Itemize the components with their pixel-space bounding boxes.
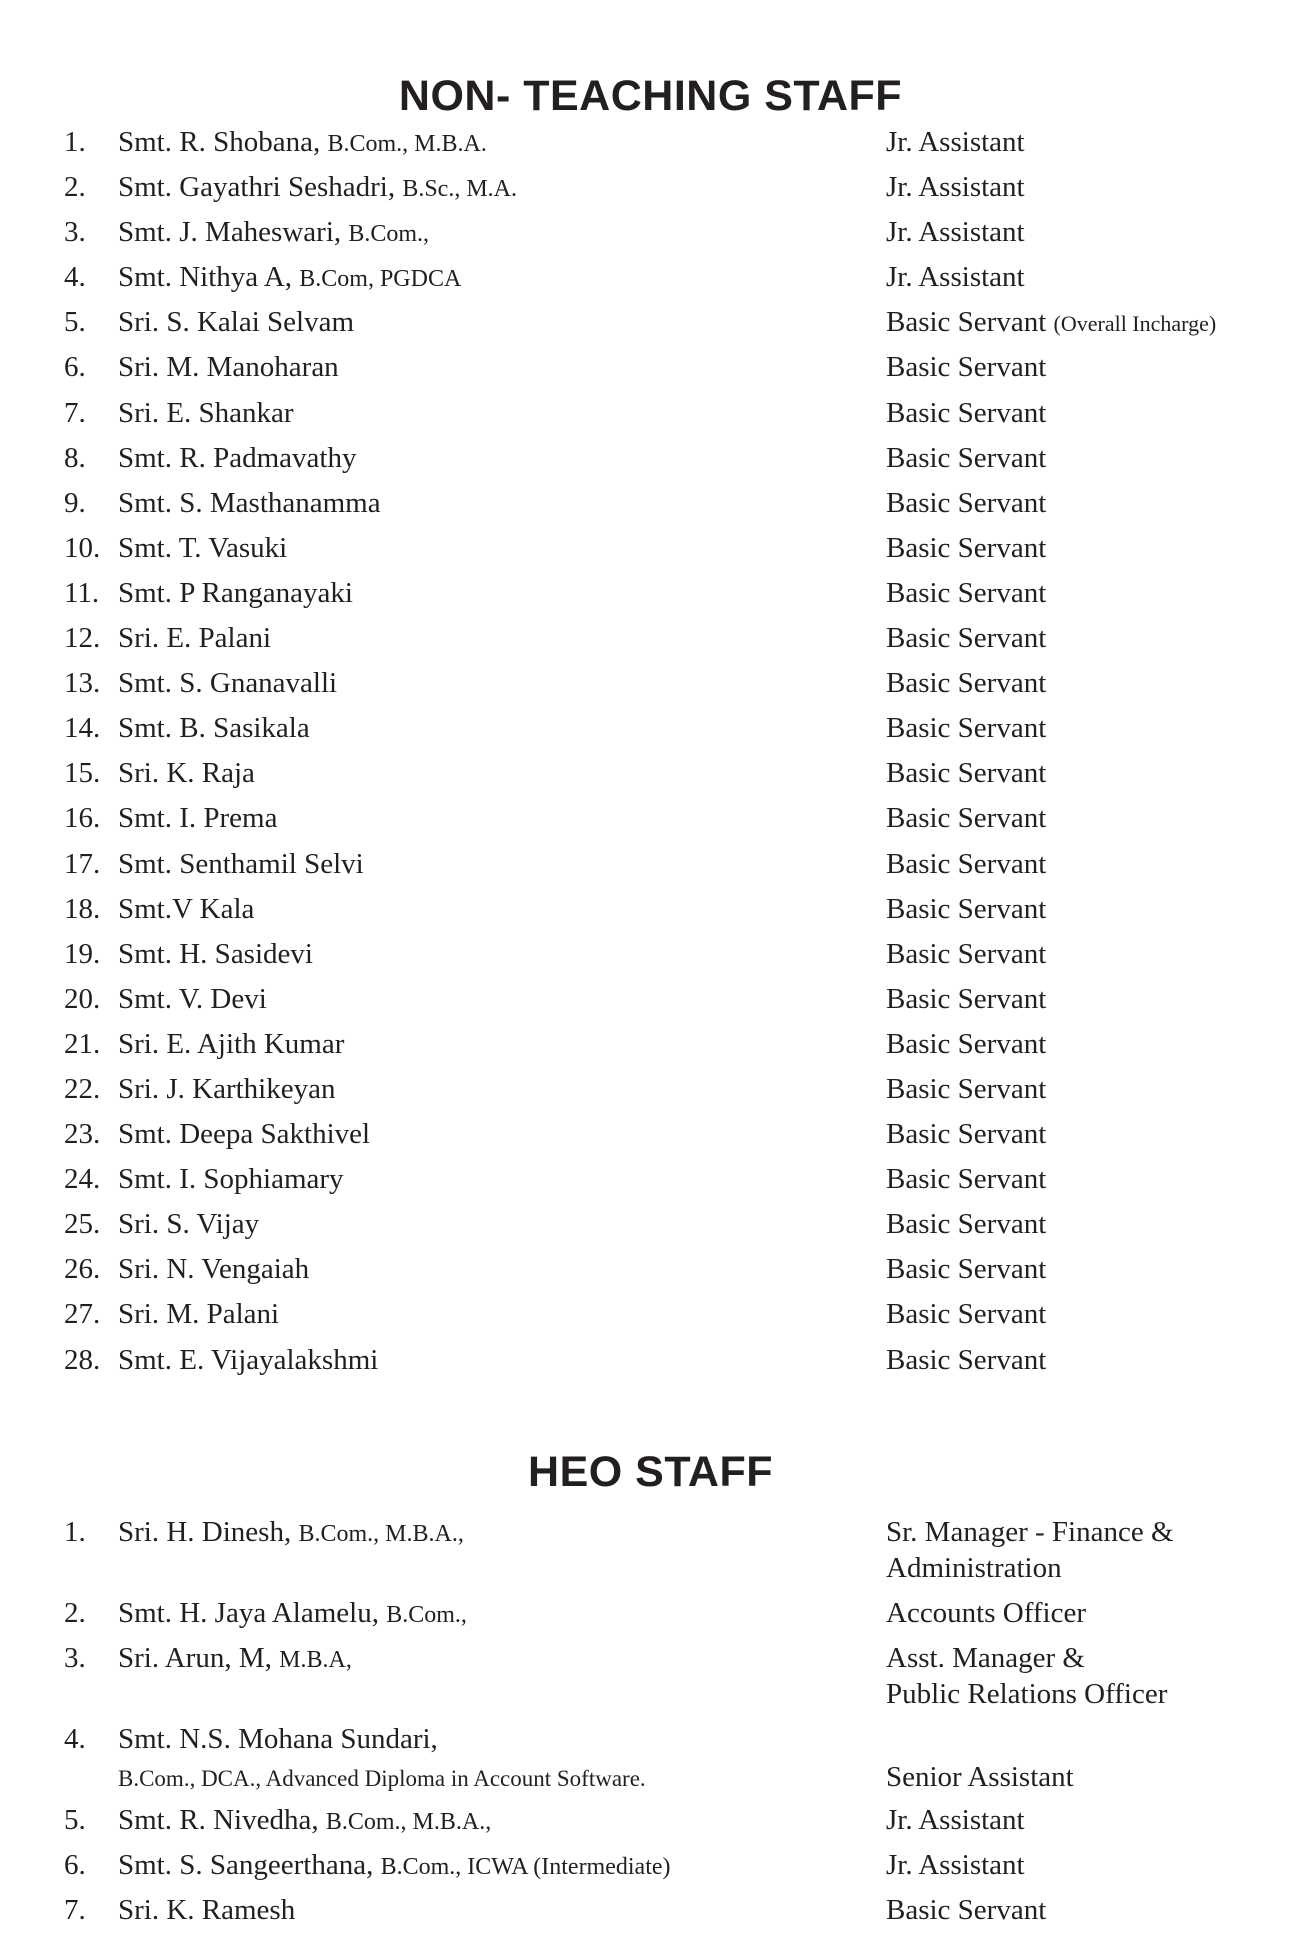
staff-row: [0, 891, 1301, 936]
staff-row: [0, 575, 1301, 620]
staff-row: [0, 530, 1301, 575]
staff-name: Sri. E. Ajith Kumar: [118, 1027, 345, 1060]
staff-designation-cell: [886, 755, 1046, 791]
staff-designation-cell: [886, 1161, 1046, 1197]
staff-row: [0, 304, 1301, 349]
staff-row: [0, 259, 1301, 304]
staff-number: 25.: [64, 1208, 101, 1241]
staff-name-cell: [118, 440, 356, 476]
staff-name-cell: [118, 1026, 344, 1062]
staff-number: 15.: [64, 757, 101, 790]
non-teaching-staff-heading: NON- TEACHING STAFF: [398, 72, 903, 120]
staff-designation: Basic Servant: [886, 802, 1047, 835]
staff-designation-cell: [886, 1847, 1286, 1883]
staff-designation-cell: [886, 891, 1046, 927]
staff-designation-cell: [886, 124, 1025, 160]
staff-designation-cell: [886, 1296, 1046, 1332]
staff-designation-line2: Administration: [886, 1552, 1062, 1584]
staff-designation: Jr. Assistant: [886, 216, 1025, 249]
staff-designation: Basic Servant: [886, 1072, 1047, 1105]
staff-designation-cell: [886, 981, 1046, 1017]
staff-designation: Basic Servant: [886, 531, 1047, 564]
heo-staff-row: [0, 1595, 1301, 1640]
staff-designation: Basic Servant: [886, 937, 1047, 970]
staff-name: Sri. J. Karthikeyan: [118, 1072, 336, 1105]
staff-number: 21.: [64, 1027, 101, 1060]
staff-qualification: B.Com., DCA., Advanced Diploma in Account Software.: [118, 1766, 646, 1791]
staff-number: 12.: [64, 622, 101, 655]
staff-number: 24.: [64, 1163, 101, 1196]
staff-row: [0, 800, 1301, 845]
staff-designation: Basic Servant: [886, 351, 1047, 384]
staff-designation-cell: [886, 485, 1046, 521]
staff-name: Sri. M. Manoharan: [118, 351, 339, 384]
staff-number: 16.: [64, 802, 101, 835]
staff-designation-cell: [886, 530, 1046, 566]
staff-row: [0, 124, 1301, 169]
staff-designation-cell: [886, 259, 1025, 295]
staff-name-cell: [118, 1802, 491, 1840]
staff-name-cell: [118, 1161, 344, 1197]
staff-qualification: B.Com., M.B.A.,: [298, 1521, 464, 1547]
staff-qualification: B.Com., M.B.A.,: [325, 1809, 492, 1835]
heo-staff-row: [0, 1892, 1301, 1937]
staff-designation: Basic Servant: [886, 1343, 1047, 1376]
staff-number: 18.: [64, 892, 101, 925]
staff-row: [0, 981, 1301, 1026]
staff-number: 1.: [64, 126, 86, 158]
staff-name: Smt. R. Nivedha,: [118, 1804, 319, 1836]
staff-name-cell: [118, 169, 517, 207]
staff-designation: Basic Servant: [886, 1253, 1047, 1286]
staff-name: Smt. T. Vasuki: [118, 531, 288, 564]
staff-name: Smt. J. Maheswari,: [118, 216, 342, 249]
staff-name: Sri. M. Palani: [118, 1298, 280, 1331]
staff-designation-cell: [886, 1802, 1286, 1838]
staff-row: [0, 395, 1301, 440]
staff-qualification: B.Sc., M.A.: [402, 176, 518, 203]
staff-designation-cell: [886, 1514, 1286, 1586]
staff-row: [0, 485, 1301, 530]
staff-designation-cell: [886, 395, 1046, 431]
staff-name-cell: [118, 1892, 295, 1928]
staff-name: Smt. S. Sangeerthana,: [118, 1849, 374, 1881]
staff-designation: Basic Servant: [886, 622, 1047, 655]
staff-name: Sri. N. Vengaiah: [118, 1253, 310, 1286]
staff-name-cell: [118, 1296, 279, 1332]
staff-row: [0, 349, 1301, 394]
staff-qualification: B.Com.,: [386, 1602, 467, 1628]
staff-number: 27.: [64, 1298, 101, 1331]
staff-row: [0, 1116, 1301, 1161]
staff-name: Smt. I. Prema: [118, 802, 278, 835]
staff-row: [0, 1026, 1301, 1071]
staff-row: [0, 620, 1301, 665]
staff-number: 23.: [64, 1118, 101, 1151]
staff-designation-cell: [886, 1026, 1046, 1062]
staff-number: 3.: [64, 216, 86, 249]
staff-name-cell: [118, 214, 429, 252]
staff-designation-cell: [886, 1759, 1286, 1795]
staff-designation-cell: [886, 1342, 1046, 1378]
staff-designation: Jr. Assistant: [886, 171, 1025, 204]
staff-designation: Sr. Manager - Finance &: [886, 1516, 1174, 1548]
staff-name: Smt.V Kala: [118, 892, 255, 925]
staff-name: Sri. S. Vijay: [118, 1208, 260, 1241]
heo-staff-row: [0, 1847, 1301, 1892]
staff-designation: Accounts Officer: [886, 1597, 1086, 1629]
staff-designation-cell: [886, 1116, 1046, 1152]
staff-number: 22.: [64, 1072, 101, 1105]
staff-designation-cell: [886, 440, 1046, 476]
staff-row: [0, 1071, 1301, 1116]
staff-name-cell: [118, 124, 487, 162]
staff-name: Smt. H. Jaya Alamelu,: [118, 1597, 379, 1629]
heo-staff-row: [0, 1640, 1301, 1721]
staff-name: Smt. E. Vijayalakshmi: [118, 1343, 379, 1376]
staff-number: 5.: [64, 1804, 86, 1836]
staff-designation-cell: [886, 846, 1046, 882]
staff-qualification: B.Com.,: [348, 221, 430, 248]
staff-row: [0, 1161, 1301, 1206]
staff-designation: Basic Servant: [886, 1894, 1047, 1926]
staff-number: 20.: [64, 982, 101, 1015]
staff-number: 13.: [64, 667, 101, 700]
staff-row: [0, 1251, 1301, 1296]
staff-qualification: B.Com., M.B.A.: [327, 131, 487, 157]
staff-name-cell: [118, 1595, 467, 1633]
staff-name-cell: [118, 1071, 335, 1107]
staff-designation: Basic Servant: [886, 1208, 1047, 1241]
staff-number: 3.: [64, 1642, 86, 1674]
staff-designation-cell: [886, 800, 1046, 836]
staff-designation: Basic Servant: [886, 441, 1047, 474]
staff-designation-cell: [886, 665, 1046, 701]
heo-staff-list: [0, 1514, 1301, 1937]
staff-number: 7.: [64, 396, 86, 429]
staff-name-cell: [118, 1847, 671, 1885]
staff-name: Sri. K. Raja: [118, 757, 255, 790]
staff-designation-cell: [886, 1206, 1046, 1242]
staff-designation: Basic Servant: [886, 486, 1047, 519]
staff-number: 17.: [64, 847, 101, 880]
staff-designation: Basic Servant: [886, 306, 1047, 339]
staff-designation: Basic Servant: [886, 892, 1047, 925]
staff-row: [0, 1342, 1301, 1387]
staff-designation-cell: [886, 214, 1025, 250]
staff-name-cell: [118, 395, 294, 431]
staff-name-cell: [118, 530, 287, 566]
staff-name-cell: [118, 710, 310, 746]
staff-designation: Jr. Assistant: [886, 126, 1025, 158]
staff-designation: Jr. Assistant: [886, 1849, 1025, 1881]
staff-designation: Basic Servant: [886, 757, 1047, 790]
staff-number: 26.: [64, 1253, 101, 1286]
staff-row: [0, 169, 1301, 214]
staff-designation: Basic Servant: [886, 1163, 1047, 1196]
staff-designation: Basic Servant: [886, 576, 1047, 609]
staff-name-cell: [118, 665, 337, 701]
heo-staff-row: [0, 1514, 1301, 1595]
staff-name-cell: [118, 800, 278, 836]
staff-name: Smt. Gayathri Seshadri,: [118, 171, 396, 204]
staff-name: Smt. P Ranganayaki: [118, 576, 353, 609]
staff-designation: Jr. Assistant: [886, 261, 1025, 294]
staff-number: 1.: [64, 1516, 86, 1548]
staff-name: Smt. N.S. Mohana Sundari,: [118, 1723, 438, 1755]
non-teaching-staff-list: [0, 124, 1301, 1387]
staff-name-cell: [118, 575, 353, 611]
staff-number: 14.: [64, 712, 101, 745]
staff-name-cell: [118, 620, 271, 656]
staff-qualification: B.Com, PGDCA: [299, 266, 462, 293]
staff-row: [0, 710, 1301, 755]
staff-row: [0, 1206, 1301, 1251]
staff-row: [0, 665, 1301, 710]
staff-designation: Basic Servant: [886, 982, 1047, 1015]
staff-name-cell: [118, 981, 267, 1017]
staff-designation-cell: [886, 1595, 1286, 1631]
staff-name: Sri. E. Shankar: [118, 396, 294, 429]
staff-name-cell: [118, 846, 364, 882]
staff-name-cell: [118, 1206, 259, 1242]
staff-name: Sri. Arun, M,: [118, 1642, 272, 1674]
staff-name: Smt. R. Shobana,: [118, 126, 321, 158]
staff-number: 11.: [64, 576, 100, 609]
staff-number: 19.: [64, 937, 101, 970]
staff-designation-cell: [886, 304, 1216, 342]
staff-number: 10.: [64, 531, 101, 564]
heo-staff-row: [0, 1802, 1301, 1847]
staff-name: Sri. K. Ramesh: [118, 1894, 296, 1926]
staff-designation-cell: [886, 620, 1046, 656]
staff-designation-line2: Public Relations Officer: [886, 1678, 1168, 1710]
staff-name-cell: [118, 1342, 378, 1378]
staff-row: [0, 755, 1301, 800]
staff-row: [0, 1296, 1301, 1341]
staff-designation-cell: [886, 1892, 1286, 1928]
staff-designation: Basic Servant: [886, 1118, 1047, 1151]
staff-name: Smt. H. Sasidevi: [118, 937, 313, 970]
staff-designation: Jr. Assistant: [886, 1804, 1025, 1836]
staff-designation: Basic Servant: [886, 396, 1047, 429]
staff-name: Smt. Nithya A,: [118, 261, 293, 294]
staff-qualification: M.B.A,: [279, 1647, 352, 1673]
staff-row: [0, 440, 1301, 485]
staff-designation: Basic Servant: [886, 1298, 1047, 1331]
staff-name: Smt. Senthamil Selvi: [118, 847, 364, 880]
staff-qualification: B.Com., ICWA (Intermediate): [380, 1854, 671, 1880]
staff-number: 9.: [64, 486, 86, 519]
staff-name-cell: [118, 1251, 309, 1287]
staff-number: 5.: [64, 306, 86, 339]
staff-designation-cell: [886, 1071, 1046, 1107]
staff-designation: Basic Servant: [886, 1027, 1047, 1060]
staff-designation: Basic Servant: [886, 847, 1047, 880]
staff-name: Sri. H. Dinesh,: [118, 1516, 292, 1548]
staff-row: [0, 936, 1301, 981]
staff-name: Smt. B. Sasikala: [118, 712, 310, 745]
staff-name-cell: [118, 259, 461, 297]
staff-name: Smt. S. Masthanamma: [118, 486, 381, 519]
staff-name: Smt. S. Gnanavalli: [118, 667, 338, 700]
staff-number: 4.: [64, 261, 86, 294]
staff-number: 7.: [64, 1894, 86, 1926]
staff-name: Smt. R. Padmavathy: [118, 441, 357, 474]
staff-designation: Senior Assistant: [886, 1761, 1074, 1793]
heo-staff-heading: HEO STAFF: [528, 1448, 773, 1496]
staff-name: Smt. V. Devi: [118, 982, 267, 1015]
staff-row: [0, 214, 1301, 259]
staff-designation-cell: [886, 936, 1046, 972]
staff-designation-cell: [886, 710, 1046, 746]
staff-designation-cell: [886, 1640, 1286, 1712]
staff-name-cell: [118, 1721, 646, 1795]
staff-number: 6.: [64, 351, 86, 384]
staff-name: Sri. S. Kalai Selvam: [118, 306, 355, 339]
staff-designation: Basic Servant: [886, 712, 1047, 745]
staff-name-cell: [118, 349, 339, 385]
staff-number: 8.: [64, 441, 86, 474]
staff-name-cell: [118, 485, 381, 521]
staff-name: Smt. I. Sophiamary: [118, 1163, 344, 1196]
staff-designation-cell: [886, 169, 1025, 205]
staff-number: 2.: [64, 171, 86, 204]
staff-number: 6.: [64, 1849, 86, 1881]
staff-name-cell: [118, 304, 354, 340]
staff-number: 28.: [64, 1343, 101, 1376]
staff-name-cell: [118, 1514, 464, 1552]
staff-row: [0, 846, 1301, 891]
staff-name: Smt. Deepa Sakthivel: [118, 1118, 371, 1151]
staff-name: Sri. E. Palani: [118, 622, 272, 655]
staff-designation-note: (Overall Incharge): [1053, 311, 1217, 337]
staff-designation-cell: [886, 349, 1046, 385]
staff-name-cell: [118, 1640, 352, 1678]
heo-staff-row: [0, 1721, 1301, 1802]
staff-name-cell: [118, 1116, 370, 1152]
staff-name-cell: [118, 936, 313, 972]
staff-name-cell: [118, 891, 254, 927]
staff-name-cell: [118, 755, 255, 791]
staff-number: 2.: [64, 1597, 86, 1629]
staff-designation-cell: [886, 575, 1046, 611]
staff-number: 4.: [64, 1723, 86, 1755]
staff-designation: Basic Servant: [886, 667, 1047, 700]
staff-designation-cell: [886, 1251, 1046, 1287]
staff-designation: Asst. Manager &: [886, 1642, 1085, 1674]
